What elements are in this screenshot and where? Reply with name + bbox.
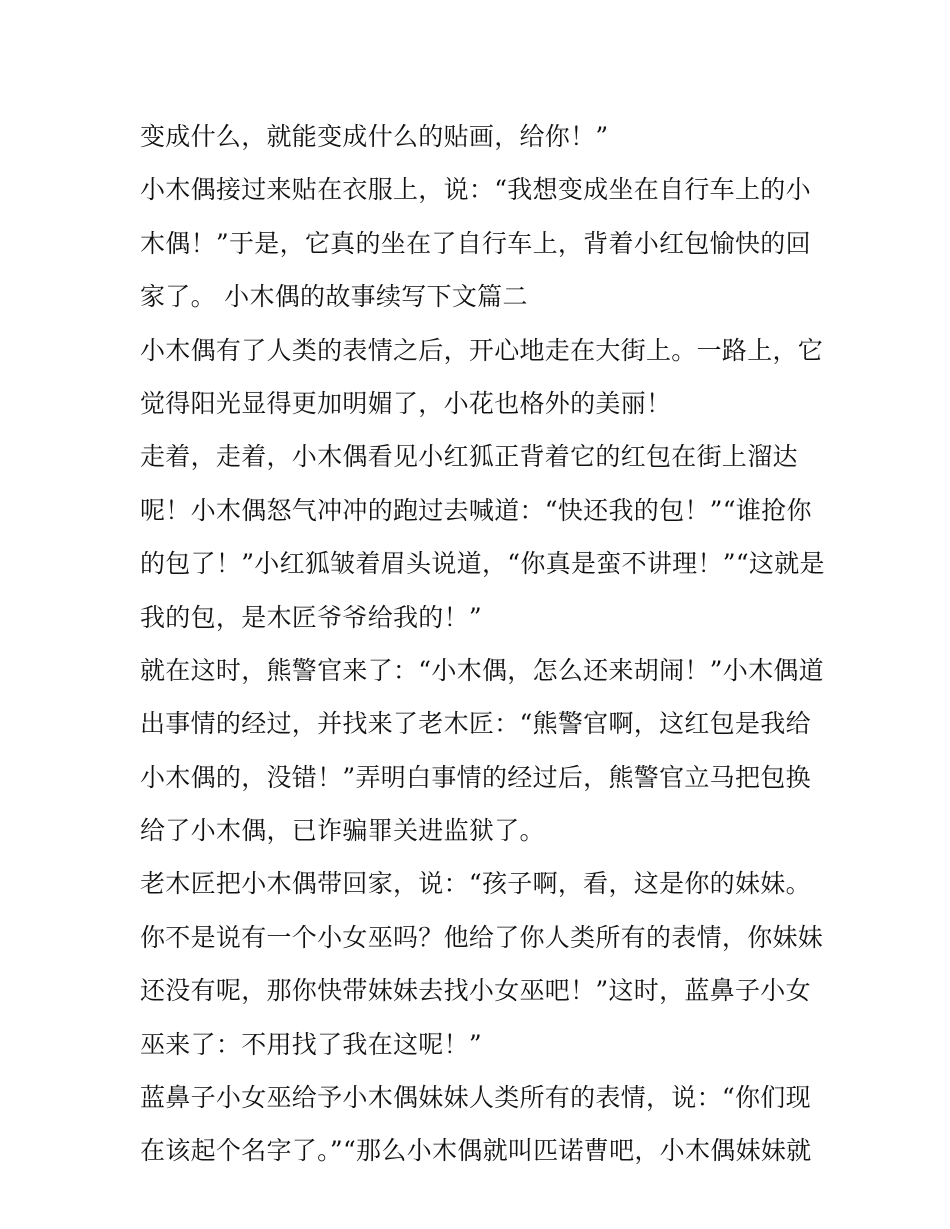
text-line: 出事情的经过，并找来了老木匠：“熊警官啊，这红包是我给	[140, 709, 811, 739]
text-line: 老木匠把小木偶带回家，说：“孩子啊，看，这是你的妹妹。	[140, 869, 811, 899]
text-line: 你不是说有一个小女巫吗？他给了你人类所有的表情，你妹妹	[140, 922, 824, 952]
text-line: 蓝鼻子小女巫给予小木偶妹妹人类所有的表情，说：“你们现	[140, 1083, 811, 1113]
text-line: 巫来了：不用找了我在这呢！”	[140, 1029, 482, 1059]
text-line: 小木偶有了人类的表情之后，开心地走在大街上。一路上，它	[140, 335, 824, 365]
text-line: 小木偶的，没错！”弄明白事情的经过后，熊警官立马把包换	[140, 762, 811, 792]
text-line: 的包了！”小红狐皱着眉头说道，“你真是蛮不讲理！”“这就是	[140, 549, 825, 579]
text-line: 给了小木偶，已诈骗罪关进监狱了。	[140, 816, 545, 846]
text-line: 就在这时，熊警官来了：“小木偶，怎么还来胡闹！”小木偶道	[140, 655, 824, 685]
text-line: 还没有呢，那你快带妹妹去找小女巫吧！”这时，蓝鼻子小女	[140, 976, 811, 1006]
text-line: 我的包，是木匠爷爷给我的！”	[140, 602, 482, 632]
text-line: 木偶！”于是，它真的坐在了自行车上，背着小红包愉快的回	[140, 228, 811, 258]
text-line: 家了。 小木偶的故事续写下文篇二	[140, 282, 528, 312]
text-line: 小木偶接过来贴在衣服上，说：“我想变成坐在自行车上的小	[140, 175, 811, 205]
text-line: 走着，走着，小木偶看见小红狐正背着它的红包在街上溜达	[140, 442, 798, 472]
text-line: 变成什么，就能变成什么的贴画，给你！”	[140, 122, 609, 151]
text-line: 在该起个名字了。”“那么小木偶就叫匹诺曹吧，小木偶妹妹就	[140, 1136, 812, 1166]
document-body	[140, 110, 825, 1178]
text-line: 呢！小木偶怒气冲冲的跑过去喊道：“快还我的包！”“谁抢你	[140, 495, 812, 525]
text-line: 觉得阳光显得更加明媚了，小花也格外的美丽！	[140, 388, 672, 418]
